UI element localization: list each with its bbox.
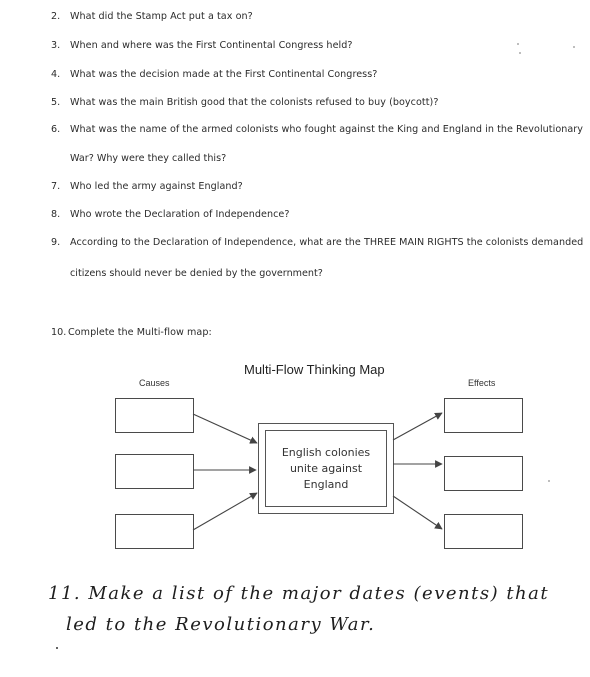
question-number: 8. [51,209,61,220]
question-text: What was the name of the armed colonists who fought against the King and England in the Revolutionary [70,124,584,135]
handwritten-tick [56,647,58,649]
question-9-continuation: citizens should never be denied by the government? [70,268,323,279]
question-number: 9. [51,237,61,248]
cause-arrow-1 [193,414,257,443]
cause-arrow-3 [193,493,257,530]
question-text: What was the decision made at the First Continental Congress? [70,69,378,80]
question-text: What did the Stamp Act put a tax on? [70,11,253,22]
center-text-line-3: England [303,477,349,491]
effects-label: Effects [468,378,496,388]
question-text: According to the Declaration of Independence, what are the THREE MAIN RIGHTS the colonists demanded [70,237,584,248]
question-number: 10. [51,327,67,338]
question-text: Complete the Multi-flow map: [68,327,212,338]
effect-arrow-1 [393,413,442,440]
question-6-continuation: War? Why were they called this? [70,153,227,164]
question-text: When and where was the First Continental Congress held? [70,40,353,51]
question-text: Who wrote the Declaration of Independence? [70,209,290,220]
center-text-line-2: unite against [289,461,363,475]
question-text: What was the main British good that the colonists refused to buy (boycott)? [70,97,439,108]
question-text: Who led the army against England? [70,181,243,192]
effect-arrow-3 [393,496,442,529]
question-number: 5. [51,97,61,108]
question-number: 2. [51,11,61,22]
center-text-line-1: English colonies [281,445,371,459]
question-number: 4. [51,69,61,80]
question-number: 7. [51,181,61,192]
map-title: Multi-Flow Thinking Map [244,362,385,377]
handwritten-line-1: 11. Make a list of the major dates (events) that [48,583,550,604]
question-number: 6. [51,124,61,135]
causes-label: Causes [139,378,170,388]
handwritten-line-2: led to the Revolutionary War. [66,614,376,635]
question-number: 3. [51,40,61,51]
